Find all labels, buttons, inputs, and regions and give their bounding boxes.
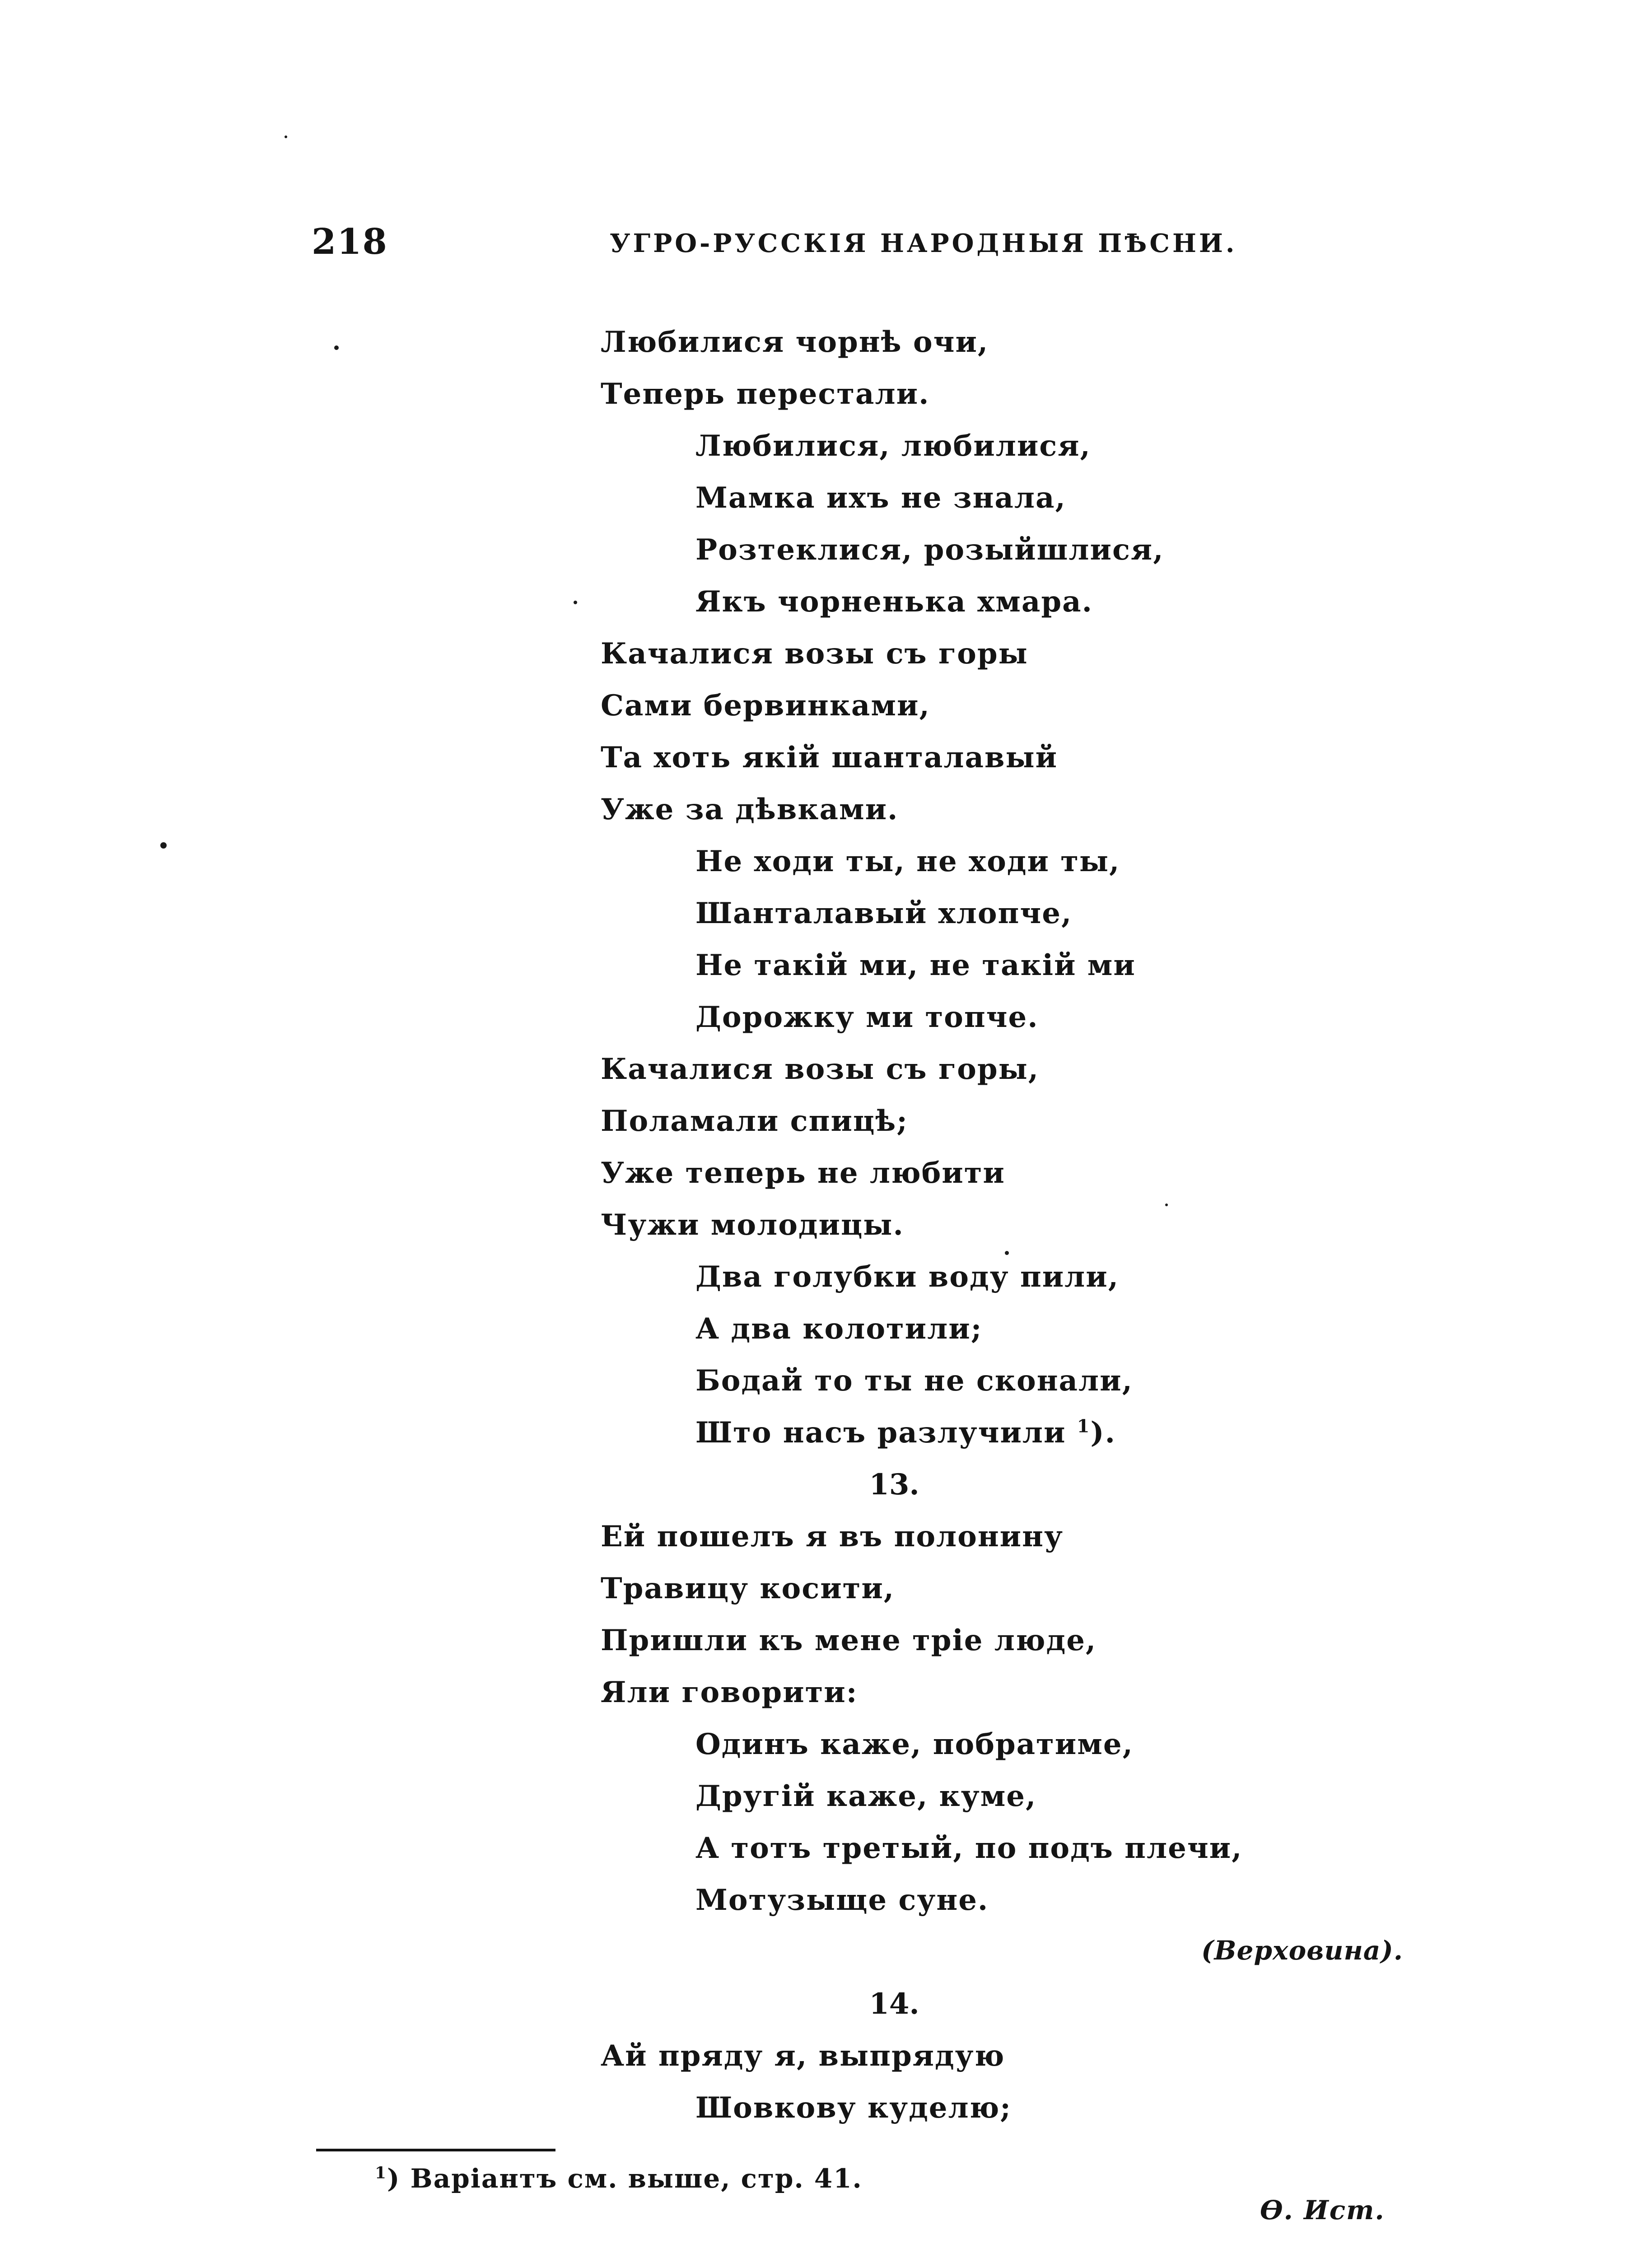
verse-line [601, 1511, 1414, 1563]
verse-text: Чужи молодицы. [601, 1208, 904, 1242]
running-title: УГРО-РУССКІЯ НАРОДНЫЯ ПѢСНИ. [610, 229, 1237, 258]
verse-line [601, 1095, 1414, 1147]
song-13 [601, 1511, 1414, 1926]
verse-text: Любилися, любилися, [695, 429, 1091, 463]
verse-line [601, 680, 1414, 732]
verse-text: Мамка ихъ не знала, [695, 481, 1066, 515]
footnote-mark: 1 [375, 2163, 387, 2183]
verse-line [601, 1666, 1414, 1718]
verse-line [601, 732, 1414, 784]
verse-text: Два голубки воду пили, [695, 1260, 1120, 1294]
verse-line [601, 628, 1414, 680]
verse-text: Уже теперь не любити [601, 1156, 1005, 1190]
verse-text: А тотъ третый, по подъ плечи, [695, 1831, 1243, 1865]
scan-speck [574, 601, 577, 604]
verse-text: А два колотили; [695, 1312, 983, 1346]
verse-line [601, 835, 1414, 887]
verse-text: Пришли къ мене тріе люде, [601, 1624, 1097, 1657]
verse-line [601, 784, 1414, 835]
footnote [375, 2163, 863, 2194]
scan-speck [1165, 1204, 1168, 1206]
verse-text: Теперь перестали. [601, 377, 930, 411]
verse-line [601, 887, 1414, 939]
scan-speck [285, 135, 287, 138]
verse-text: Не такій ми, не такій ми [695, 948, 1136, 982]
song-14 [601, 2030, 1414, 2134]
verse-text: Дорожку ми топче. [695, 1000, 1039, 1034]
verse-line [601, 1822, 1414, 1874]
verse-line [601, 1251, 1414, 1303]
verse-line [601, 316, 1414, 368]
page-number: 218 [312, 221, 388, 262]
verse-text: Якъ чорненька хмара. [695, 585, 1093, 619]
verse-line [601, 991, 1414, 1043]
verse-text: Бодай то ты не сконали, [695, 1364, 1133, 1398]
verse-line [601, 1407, 1414, 1459]
verse-line [601, 524, 1414, 576]
signature: Ѳ. Ист. [1260, 2195, 1385, 2225]
verse-text: Другій каже, куме, [695, 1779, 1037, 1813]
song-number-14: 14. [869, 1987, 919, 2021]
verse-line [601, 420, 1414, 472]
scan-speck [334, 345, 339, 350]
verse-punctuation: ). [1090, 1416, 1116, 1450]
verse-line [601, 1355, 1414, 1407]
verse-text: Не ходи ты, не ходи ты, [695, 844, 1120, 878]
verse-line [601, 1147, 1414, 1199]
scan-speck [1005, 1251, 1009, 1255]
verse-line [601, 368, 1414, 420]
verse-line [601, 1303, 1414, 1355]
verse-text: Поламали спицѣ; [601, 1104, 908, 1138]
footnote-reference: 1 [1077, 1416, 1091, 1437]
verse-line [601, 2082, 1414, 2134]
footnote-text: ) Варіантъ см. выше, стр. 41. [387, 2163, 863, 2194]
source-note: (Верховина). [1201, 1935, 1403, 1966]
page-header [312, 221, 1486, 271]
verse-line [601, 2030, 1414, 2082]
verse-text: Качалися возы съ горы, [601, 1052, 1039, 1086]
verse-line [601, 472, 1414, 524]
song-12 [601, 316, 1414, 1459]
verse-text: Ей пошелъ я въ полонину [601, 1520, 1064, 1554]
verse-text: Шовкову куделю; [695, 2091, 1012, 2125]
verse-text: Одинъ каже, побратиме, [695, 1727, 1134, 1761]
verse-text: Качалися возы съ горы [601, 637, 1028, 671]
verse-line [601, 1718, 1414, 1770]
song-number-13: 13. [869, 1468, 919, 1502]
verse-text: Та хоть якій шанталавый [601, 741, 1058, 774]
verse-text: Шанталавый хлопче, [695, 896, 1073, 930]
footnote-rule [316, 2149, 555, 2151]
verse-text: Травицу косити, [601, 1572, 895, 1605]
verse-line [601, 1770, 1414, 1822]
verse-line [601, 576, 1414, 628]
verse-text: Яли говорити: [601, 1675, 858, 1709]
verse-text: Ай пряду я, выпрядую [601, 2039, 1005, 2073]
verse-line [601, 1874, 1414, 1926]
verse-line [601, 1199, 1414, 1251]
verse-line [601, 1614, 1414, 1666]
verse-text: Розтеклися, розыйшлися, [695, 533, 1164, 567]
verse-text: Мотузыще суне. [695, 1883, 989, 1917]
scan-speck [160, 842, 167, 849]
verse-text: Любилися чорнѣ очи, [601, 325, 989, 359]
verses-block [601, 316, 1414, 2134]
verse-text: Што насъ разлучили [695, 1416, 1066, 1450]
verse-line [601, 1043, 1414, 1095]
verse-line [601, 939, 1414, 991]
verse-text: Уже за дѣвками. [601, 793, 899, 826]
verse-text: Сами бервинками, [601, 689, 930, 723]
verse-line [601, 1563, 1414, 1614]
